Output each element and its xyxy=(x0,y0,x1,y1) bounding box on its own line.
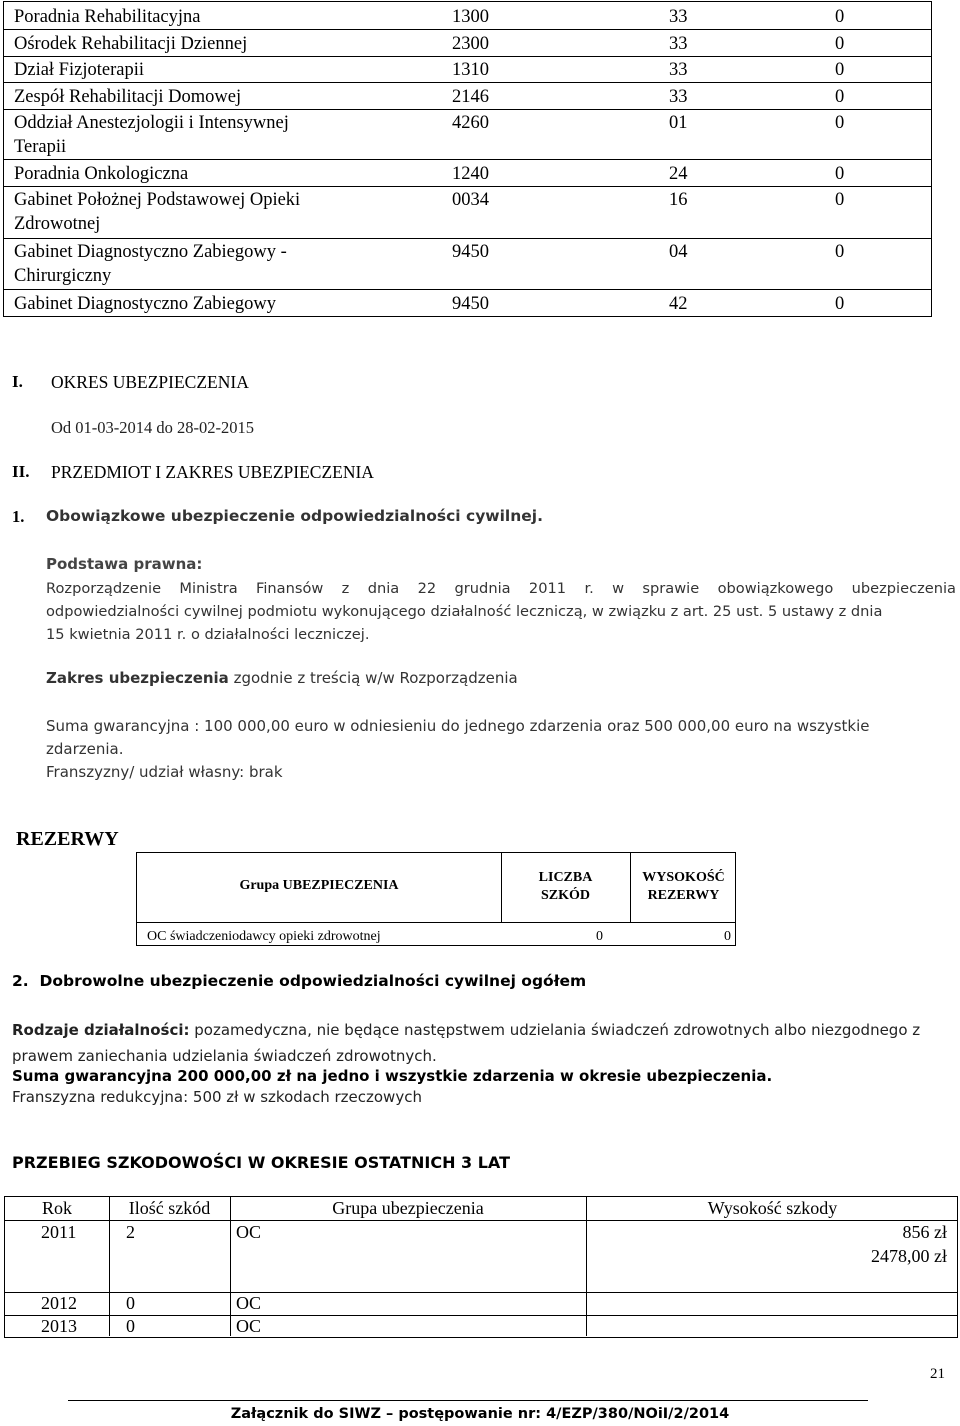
item-1-title: Obowiązkowe ubezpieczenie odpowiedzialności cywilnej. xyxy=(46,507,543,525)
losses-header-year: Rok xyxy=(41,1198,72,1218)
unit-name: Gabinet Diagnostyczno Zabiegowy - xyxy=(14,242,287,262)
section-number: I. xyxy=(12,372,23,391)
unit-name: Oddział Anestezjologii i Intensywnej xyxy=(14,113,289,133)
loss-group-cell: OC xyxy=(236,1222,262,1242)
legal-basis-line: odpowiedzialności cywilnej podmiotu wykonującego działalność leczniczą, w związku z art. 25 ust. 5 ustawy z dnia xyxy=(46,603,883,620)
loss-year-cell: 2012 xyxy=(41,1293,77,1313)
reserves-amount-cell: 0 xyxy=(724,929,731,944)
unit-code: 0 xyxy=(835,34,845,54)
header-line: SZKÓD xyxy=(540,888,590,903)
unit-code: 0 xyxy=(835,190,845,210)
section-title: PRZEDMIOT I ZAKRES UBEZPIECZENIA xyxy=(51,462,374,482)
unit-code: 16 xyxy=(669,190,688,210)
unit-code: 0 xyxy=(835,242,845,262)
legal-basis-line: 15 kwietnia 2011 r. o działalności leczniczej. xyxy=(46,626,370,643)
deductible-text: Franszyzny/ udział własny: brak xyxy=(46,763,283,781)
unit-code: 0 xyxy=(835,60,845,80)
header-line: LICZBA xyxy=(538,870,593,885)
unit-name: Dział Fizjoterapii xyxy=(14,60,144,80)
deductible-line-2: Franszyzna redukcyjna: 500 zł w szkodach rzeczowych xyxy=(12,1088,422,1106)
unit-code: 0 xyxy=(835,7,845,27)
loss-amount-cell: 2478,00 zł xyxy=(871,1246,947,1266)
header-line: WYSOKOŚĆ xyxy=(642,870,725,885)
unit-code: 9450 xyxy=(452,242,489,262)
header-line: REZERWY xyxy=(647,888,720,903)
loss-year-cell: 2011 xyxy=(41,1222,77,1242)
sum-insured-line-2: Suma gwarancyjna 200 000,00 zł na jedno i wszystkie zdarzenia w okresie ubezpieczenia. xyxy=(12,1067,773,1085)
unit-code: 1300 xyxy=(452,7,489,27)
legal-basis-text xyxy=(46,577,956,646)
loss-count-cell: 0 xyxy=(126,1293,135,1313)
reserves-header-count xyxy=(501,869,630,905)
unit-code: 33 xyxy=(669,60,688,80)
loss-group-cell: OC xyxy=(236,1316,262,1336)
unit-code: 33 xyxy=(669,34,688,54)
unit-code: 0 xyxy=(835,164,845,184)
legal-basis-line: Rozporządzenie Ministra Finansów z dnia 22 grudnia 2011 r. w sprawie obowiązkowego ubezpieczenia xyxy=(46,580,956,597)
item-2-heading xyxy=(12,972,586,990)
unit-code: 01 xyxy=(669,113,688,133)
sum-insured-line: Suma gwarancyjna : 100 000,00 euro w odniesieniu do jednego zdarzenia oraz 500 000,00 euro na wszystkie xyxy=(46,717,870,735)
sum-insured-text xyxy=(46,715,946,784)
unit-code: 2300 xyxy=(452,34,489,54)
footer-text: Załącznik do SIWZ – postępowanie nr: 4/EZP/380/NOiI/2/2014 xyxy=(230,1406,730,1422)
loss-count-cell: 0 xyxy=(126,1316,135,1336)
section-title: OKRES UBEZPIECZENIA xyxy=(51,372,249,392)
losses-heading: PRZEBIEG SZKODOWOŚCI W OKRESIE OSTATNICH 3 LAT xyxy=(12,1153,510,1172)
unit-code: 1310 xyxy=(452,60,489,80)
reserves-heading: REZERWY xyxy=(16,828,119,850)
reserves-header-amount xyxy=(630,869,737,905)
unit-name-continued: Chirurgiczny xyxy=(14,266,112,286)
unit-code: 0 xyxy=(835,113,845,133)
unit-code: 1240 xyxy=(452,164,489,184)
reserves-count-cell: 0 xyxy=(596,929,603,944)
losses-header-count: Ilość szkód xyxy=(128,1198,211,1218)
activity-label: Rodzaje działalności: xyxy=(12,1021,190,1039)
unit-code: 33 xyxy=(669,7,688,27)
unit-code: 04 xyxy=(669,242,688,262)
unit-code: 42 xyxy=(669,294,688,314)
page-number: 21 xyxy=(930,1366,945,1382)
unit-code: 0 xyxy=(835,87,845,107)
reserves-group-cell: OC świadczeniodawcy opieki zdrowotnej xyxy=(147,929,381,944)
scope-text: zgodnie z treścią w/w Rozporządzenia xyxy=(228,669,518,687)
scope-label: Zakres ubezpieczenia xyxy=(46,669,229,687)
sum-insured-line: zdarzenia. xyxy=(46,740,124,758)
unit-name: Ośrodek Rehabilitacji Dziennej xyxy=(14,34,248,54)
loss-group-cell: OC xyxy=(236,1293,262,1313)
unit-code: 0 xyxy=(835,294,845,314)
unit-code: 9450 xyxy=(452,294,489,314)
unit-name-continued: Zdrowotnej xyxy=(14,214,101,234)
loss-count-cell: 2 xyxy=(126,1222,135,1242)
legal-basis-label: Podstawa prawna: xyxy=(46,555,203,573)
losses-header-amount: Wysokość szkody xyxy=(707,1198,838,1218)
item-1-number: 1. xyxy=(12,507,25,526)
unit-code: 0034 xyxy=(452,190,489,210)
activity-text: pozamedyczna, nie będące następstwem udzielania świadczeń zdrowotnych albo niezgodnego z xyxy=(189,1021,921,1039)
unit-name: Poradnia Onkologiczna xyxy=(14,164,189,184)
item-2-number: 2. xyxy=(12,972,29,990)
unit-name: Zespół Rehabilitacji Domowej xyxy=(14,87,242,107)
loss-year-cell: 2013 xyxy=(41,1316,77,1336)
activity-line: prawem zaniechania udzielania świadczeń zdrowotnych. xyxy=(12,1047,437,1065)
unit-code: 4260 xyxy=(452,113,489,133)
losses-table xyxy=(4,1196,958,1338)
units-table xyxy=(3,1,932,317)
scope-line xyxy=(46,669,518,687)
unit-code: 33 xyxy=(669,87,688,107)
item-2-title: Dobrowolne ubezpieczenie odpowiedzialności cywilnej ogółem xyxy=(39,972,587,990)
section-number: II. xyxy=(12,462,30,481)
unit-name: Gabinet Położnej Podstawowej Opieki xyxy=(14,190,301,210)
unit-code: 24 xyxy=(669,164,688,184)
reserves-header-group: Grupa UBEZPIECZENIA xyxy=(239,878,399,893)
losses-header-group: Grupa ubezpieczenia xyxy=(332,1198,484,1218)
activity-line xyxy=(12,1017,957,1043)
unit-name: Poradnia Rehabilitacyjna xyxy=(14,7,201,27)
unit-name-continued: Terapii xyxy=(14,137,67,157)
unit-name: Gabinet Diagnostyczno Zabiegowy xyxy=(14,294,277,314)
reserves-table xyxy=(136,852,736,946)
loss-amount-cell: 856 zł xyxy=(902,1222,947,1242)
footer-divider xyxy=(68,1400,868,1401)
item-2-body xyxy=(12,1017,957,1069)
insurance-period: Od 01-03-2014 do 28-02-2015 xyxy=(51,418,255,437)
unit-code: 2146 xyxy=(452,87,489,107)
